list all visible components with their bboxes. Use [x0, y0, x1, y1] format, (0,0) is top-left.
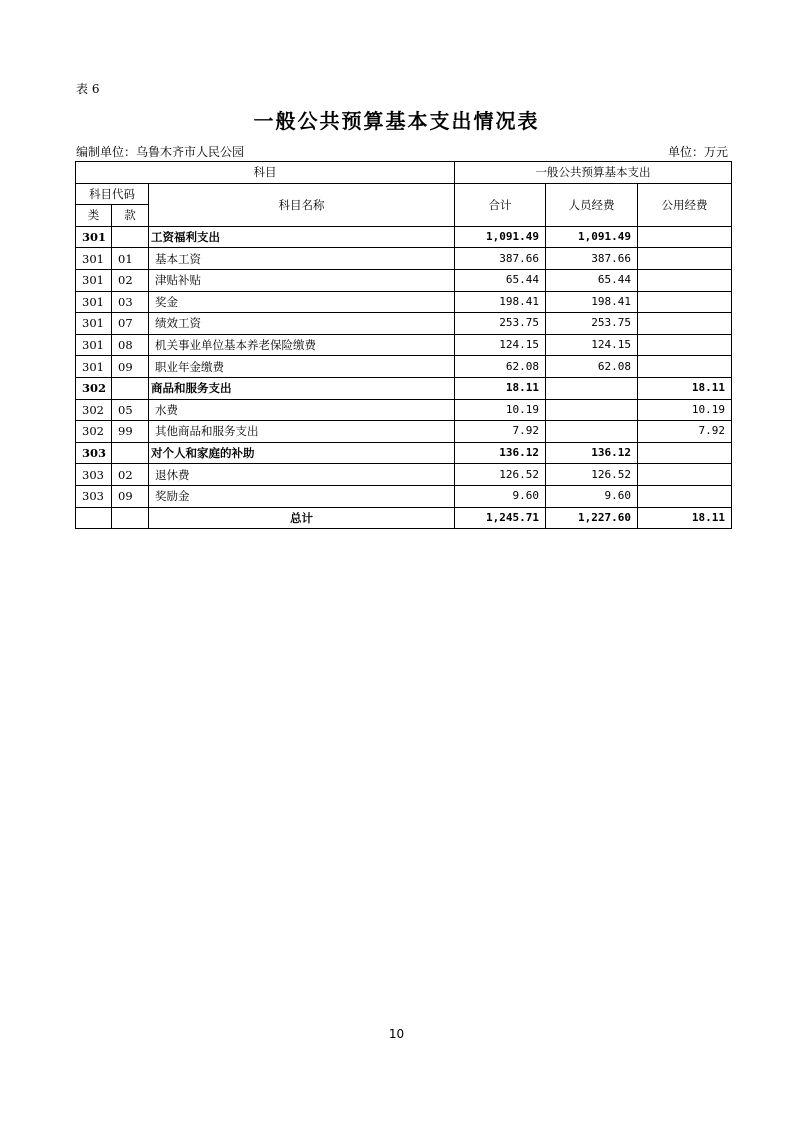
table-row: 302 商品和服务支出 18.11 18.11	[76, 377, 732, 399]
table-row: 301 09 职业年金缴费 62.08 62.08	[76, 356, 732, 378]
header-subject-code: 科目代码	[76, 183, 149, 205]
header-budget-group: 一般公共预算基本支出	[455, 162, 732, 184]
table-row: 301 工资福利支出 1,091.49 1,091.49	[76, 226, 732, 248]
currency-unit: 单位：万元	[667, 145, 728, 159]
header-personnel: 人员经费	[546, 183, 638, 226]
header-public: 公用经费	[638, 183, 732, 226]
table-row: 302 05 水费 10.19 10.19	[76, 399, 732, 421]
page-title: 一般公共预算基本支出情况表	[253, 109, 540, 133]
header-total: 合计	[455, 183, 546, 226]
total-row	[76, 507, 732, 529]
table-row: 301 01 基本工资 387.66 387.66	[76, 248, 732, 270]
table-row: 303 02 退休费 126.52 126.52	[76, 464, 732, 486]
page-number: 10	[388, 1027, 405, 1041]
table-row: 303 09 奖励金 9.60 9.60	[76, 485, 732, 507]
table-row: 303 对个人和家庭的补助 136.12 136.12	[76, 442, 732, 464]
table-row: 301 08 机关事业单位基本养老保险缴费 124.15 124.15	[76, 334, 732, 356]
total-personnel: 1,227.60	[546, 507, 638, 529]
total-public: 18.11	[638, 507, 732, 529]
total-label: 总计	[149, 507, 455, 529]
budget-table	[75, 161, 732, 529]
header-category: 类	[76, 205, 112, 227]
header-subject: 科目	[76, 162, 455, 184]
table-label: 表 6	[76, 82, 100, 96]
table-row: 301 02 津贴补贴 65.44 65.44	[76, 269, 732, 291]
header-subject-name: 科目名称	[149, 183, 455, 226]
table-row: 301 07 绩效工资 253.75 253.75	[76, 313, 732, 335]
table-row: 301 03 奖金 198.41 198.41	[76, 291, 732, 313]
compiling-unit: 编制单位：乌鲁木齐市人民公园	[76, 145, 245, 159]
table-row: 302 99 其他商品和服务支出 7.92 7.92	[76, 421, 732, 443]
header-row-2	[76, 183, 732, 205]
header-row-1	[76, 162, 732, 184]
total-amount: 1,245.71	[455, 507, 546, 529]
header-section: 款	[112, 205, 149, 227]
